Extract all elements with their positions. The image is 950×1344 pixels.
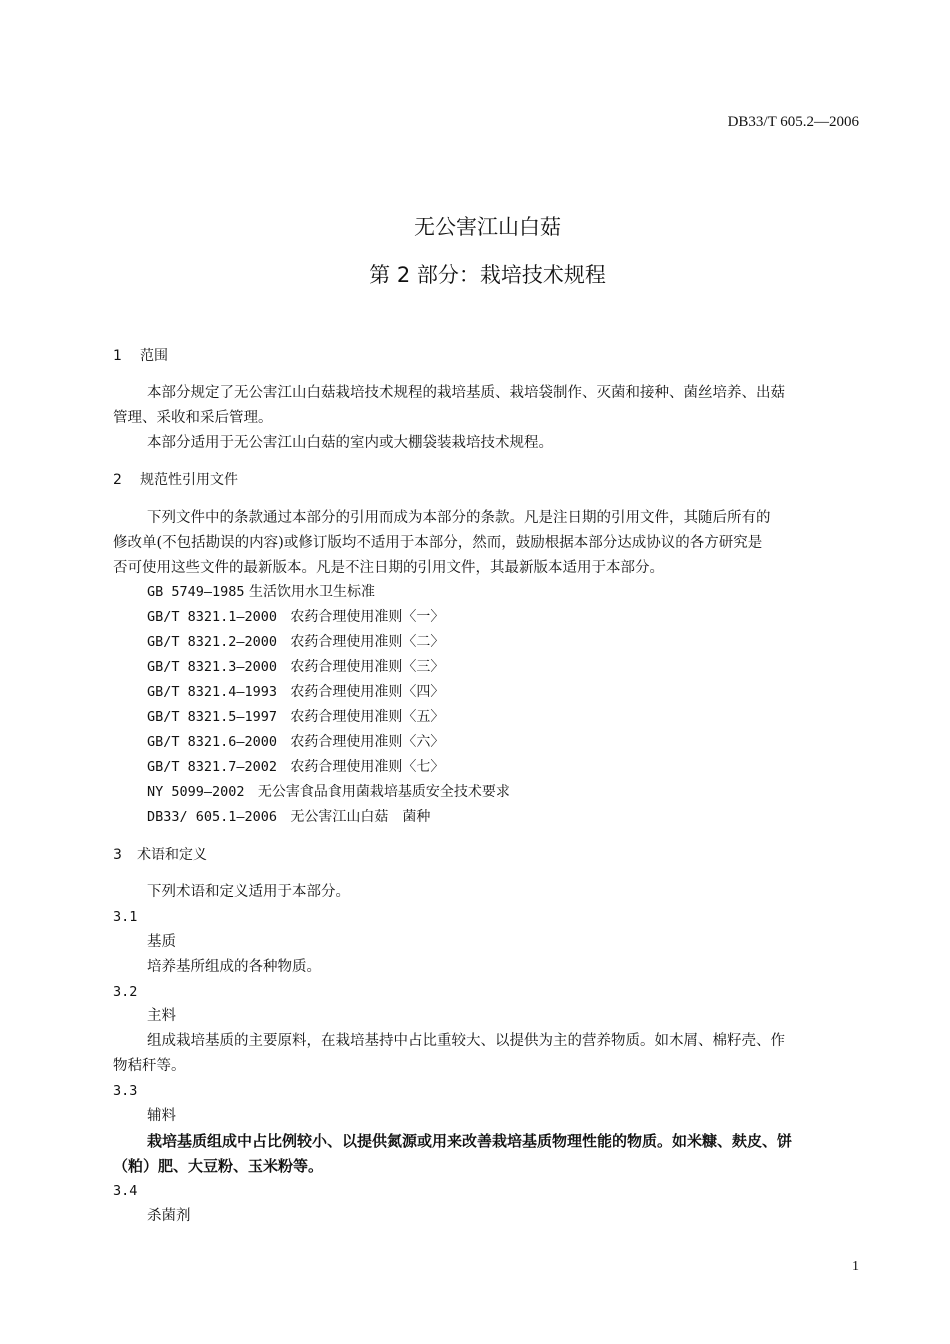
term-name: 杀菌剂 <box>147 1208 191 1224</box>
reference-title: 农药合理使用准则〈一〉 <box>290 609 445 625</box>
reference-item <box>147 757 444 777</box>
reference-code: GB 5749—1985 <box>147 584 245 600</box>
term-name: 主料 <box>147 1008 176 1024</box>
reference-title: 农药合理使用准则〈六〉 <box>290 734 445 750</box>
term-definition: 培养基所组成的各种物质。 <box>147 959 321 975</box>
section-title: 术语和定义 <box>137 847 207 863</box>
reference-code: GB/T 8321.1—2000 <box>147 609 278 625</box>
reference-title: 生活饮用水卫生标准 <box>249 584 375 600</box>
document-code: DB33/T 605.2—2006 <box>727 114 859 130</box>
reference-code: GB/T 8321.6—2000 <box>147 734 278 750</box>
paragraph-line: 下列术语和定义适用于本部分。 <box>147 884 350 900</box>
reference-code: GB/T 8321.5—1997 <box>147 709 278 725</box>
reference-code: NY 5099—2002 <box>147 784 245 800</box>
reference-code: DB33/ 605.1—2006 <box>147 809 278 825</box>
paragraph-line: 下列文件中的条款通过本部分的引用而成为本部分的条款。凡是注日期的引用文件，其随后所有的 <box>147 510 771 526</box>
reference-item <box>147 732 444 752</box>
term-number: 3.2 <box>113 984 138 1000</box>
term-number: 3.4 <box>113 1183 138 1199</box>
reference-item <box>147 782 510 802</box>
section-number: 3 <box>113 847 122 863</box>
section-1-heading <box>113 346 168 366</box>
paragraph-line: 本部分规定了无公害江山白菇栽培技术规程的栽培基质、栽培袋制作、灭菌和接种、菌丝培养、出菇 <box>147 385 785 401</box>
section-3-heading <box>113 845 207 865</box>
reference-item <box>147 657 444 677</box>
reference-title: 农药合理使用准则〈七〉 <box>290 759 445 775</box>
reference-code: GB/T 8321.4—1993 <box>147 684 278 700</box>
reference-code: GB/T 8321.2—2000 <box>147 634 278 650</box>
reference-item <box>147 607 444 627</box>
reference-item <box>147 582 375 602</box>
reference-code: GB/T 8321.3—2000 <box>147 659 278 675</box>
reference-item <box>147 707 444 727</box>
paragraph-line: 管理、采收和采后管理。 <box>113 410 273 426</box>
page-number: 1 <box>852 1259 859 1274</box>
reference-title: 农药合理使用准则〈三〉 <box>290 659 445 675</box>
section-title: 规范性引用文件 <box>140 472 238 488</box>
term-name: 基质 <box>147 934 176 950</box>
paragraph-line: 本部分适用于无公害江山白菇的室内或大棚袋装栽培技术规程。 <box>147 435 553 451</box>
paragraph-line: 修改单(不包括勘误的内容)或修订版均不适用于本部分，然而，鼓励根据本部分达成协议的各方研究是 <box>113 535 763 551</box>
reference-title: 无公害食品食用菌栽培基质安全技术要求 <box>257 784 510 800</box>
section-number: 1 <box>113 348 122 364</box>
section-number: 2 <box>113 472 122 488</box>
section-title: 范围 <box>140 348 168 364</box>
term-number: 3.3 <box>113 1083 138 1099</box>
reference-item <box>147 807 430 827</box>
reference-item <box>147 682 444 702</box>
reference-code: GB/T 8321.7—2002 <box>147 759 278 775</box>
section-2-heading <box>113 470 238 490</box>
reference-title: 农药合理使用准则〈五〉 <box>290 709 445 725</box>
term-number: 3.1 <box>113 909 138 925</box>
term-definition: 栽培基质组成中占比例较小、以提供氮源或用来改善栽培基质物理性能的物质。如米糠、麸皮、饼 <box>147 1132 793 1150</box>
term-name: 辅料 <box>147 1108 176 1124</box>
paragraph-line: 否可使用这些文件的最新版本。凡是不注日期的引用文件，其最新版本适用于本部分。 <box>113 560 664 576</box>
term-definition: 组成栽培基质的主要原料，在栽培基持中占比重较大、以提供为主的营养物质。如木屑、棉籽壳、作 <box>147 1033 785 1049</box>
document-subtitle: 第 2 部分：栽培技术规程 <box>369 263 606 287</box>
reference-item <box>147 632 444 652</box>
reference-title: 农药合理使用准则〈四〉 <box>290 684 445 700</box>
reference-title: 无公害江山白菇 菌种 <box>290 809 431 825</box>
term-definition: 物秸秆等。 <box>113 1058 186 1074</box>
document-title: 无公害江山白菇 <box>414 215 561 239</box>
term-definition: （粕）肥、大豆粉、玉米粉等。 <box>113 1157 324 1175</box>
reference-title: 农药合理使用准则〈二〉 <box>290 634 445 650</box>
